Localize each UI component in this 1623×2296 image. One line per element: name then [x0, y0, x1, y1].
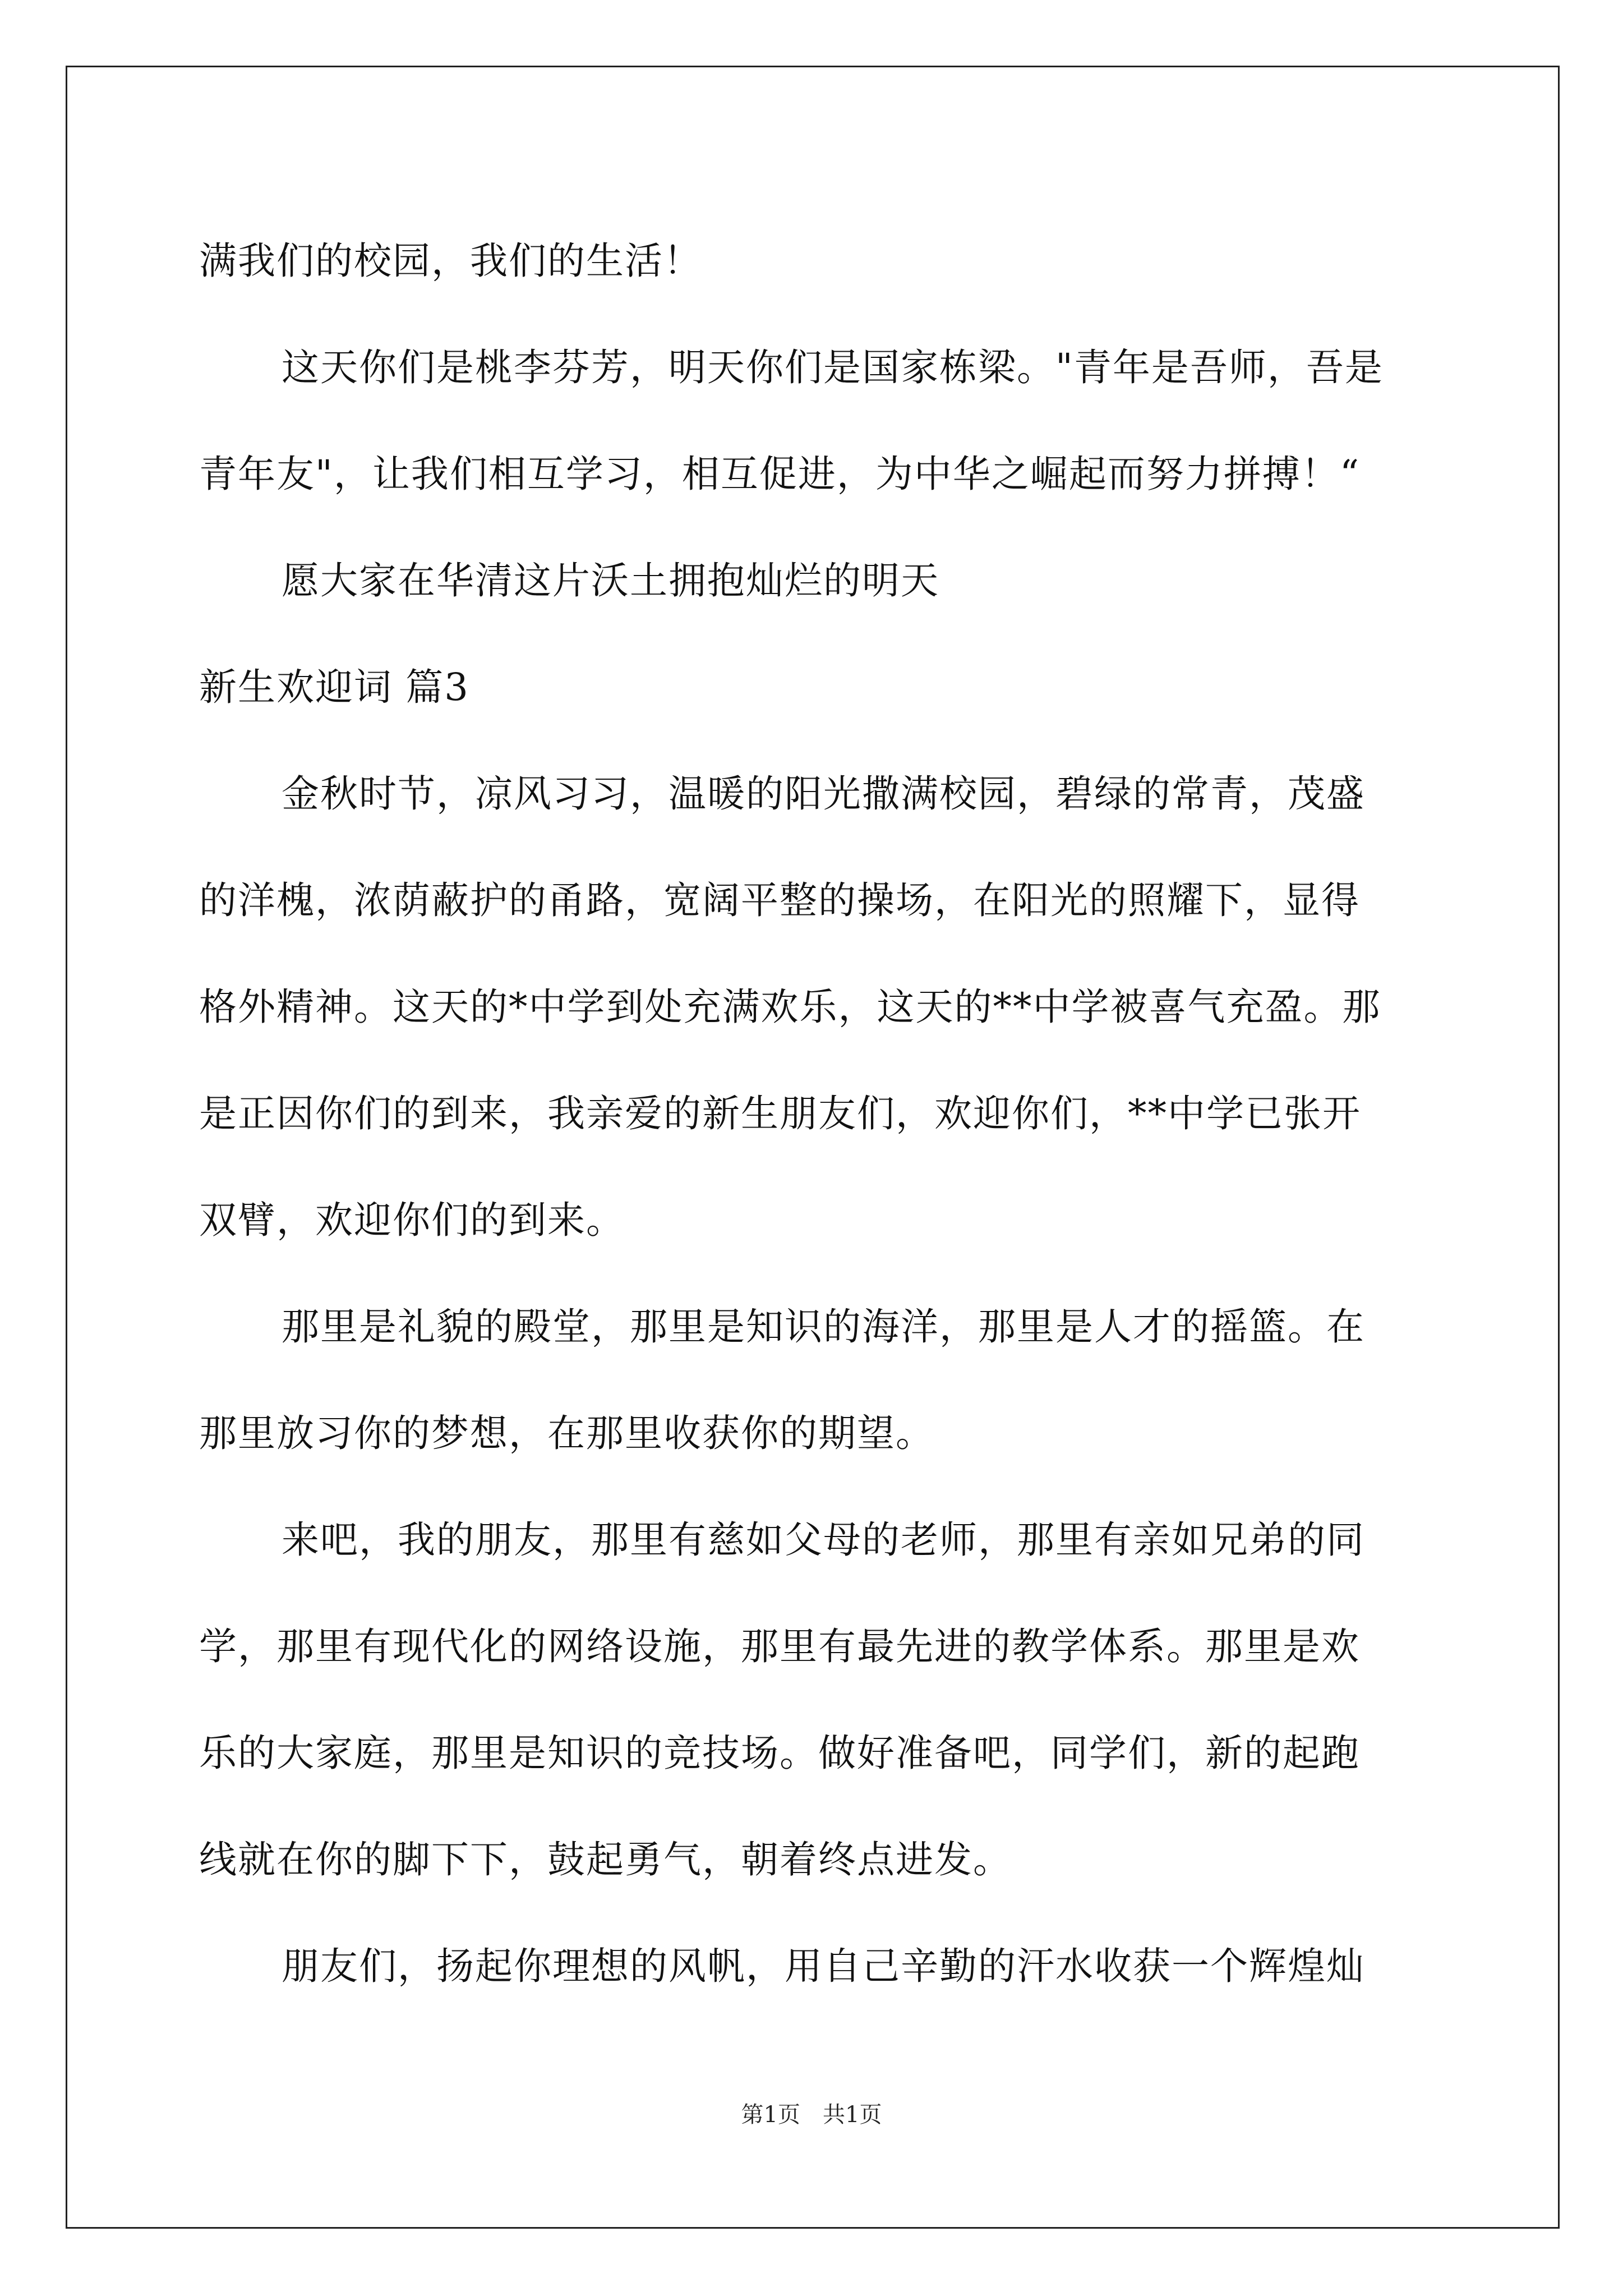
- text-line: 青年友"，让我们相互学习，相互促进，为中华之崛起而努力拼搏！“: [199, 452, 1361, 496]
- text-line: 那里放习你的梦想，在那里收获你的期望。: [199, 1411, 934, 1455]
- text-line: 愿大家在华清这片沃土拥抱灿烂的明天: [282, 559, 939, 602]
- text-line: 双臂，欢迎你们的到来。: [199, 1198, 625, 1242]
- text-line: 来吧，我的朋友，那里有慈如父母的老师，那里有亲如兄弟的同: [282, 1518, 1365, 1562]
- text-line: 的洋槐，浓荫蔽护的甬路，宽阔平整的操场，在阳光的照耀下，显得: [199, 878, 1360, 922]
- text-line: 是正因你们的到来，我亲爱的新生朋友们，欢迎你们，**中学已张开: [199, 1092, 1361, 1135]
- text-line: 格外精神。这天的*中学到处充满欢乐，这天的**中学被喜气充盈。那: [199, 985, 1381, 1029]
- text-line: 乐的大家庭，那里是知识的竞技场。做好准备吧，同学们，新的起跑: [199, 1731, 1360, 1775]
- text-line: 这天你们是桃李芬芳，明天你们是国家栋梁。"青年是吾师，吾是: [282, 346, 1384, 389]
- text-line: 学，那里有现代化的网络设施，那里有最先进的教学体系。那里是欢: [199, 1625, 1360, 1668]
- page-footer: 第1页 共1页: [741, 2102, 882, 2128]
- text-line: 满我们的校园，我们的生活！: [199, 239, 702, 283]
- text-line: 那里是礼貌的殿堂，那里是知识的海洋，那里是人才的摇篮。在: [282, 1305, 1365, 1349]
- text-line: 朋友们，扬起你理想的风帆，用自己辛勤的汗水收获一个辉煌灿: [282, 1944, 1365, 1988]
- section-heading: 新生欢迎词 篇3: [199, 665, 469, 709]
- text-line: 线就在你的脚下下，鼓起勇气，朝着终点进发。: [199, 1838, 1012, 1881]
- document-body: [199, 208, 1430, 2019]
- text-line: 金秋时节，凉风习习，温暖的阳光撒满校园，碧绿的常青，茂盛: [282, 772, 1365, 816]
